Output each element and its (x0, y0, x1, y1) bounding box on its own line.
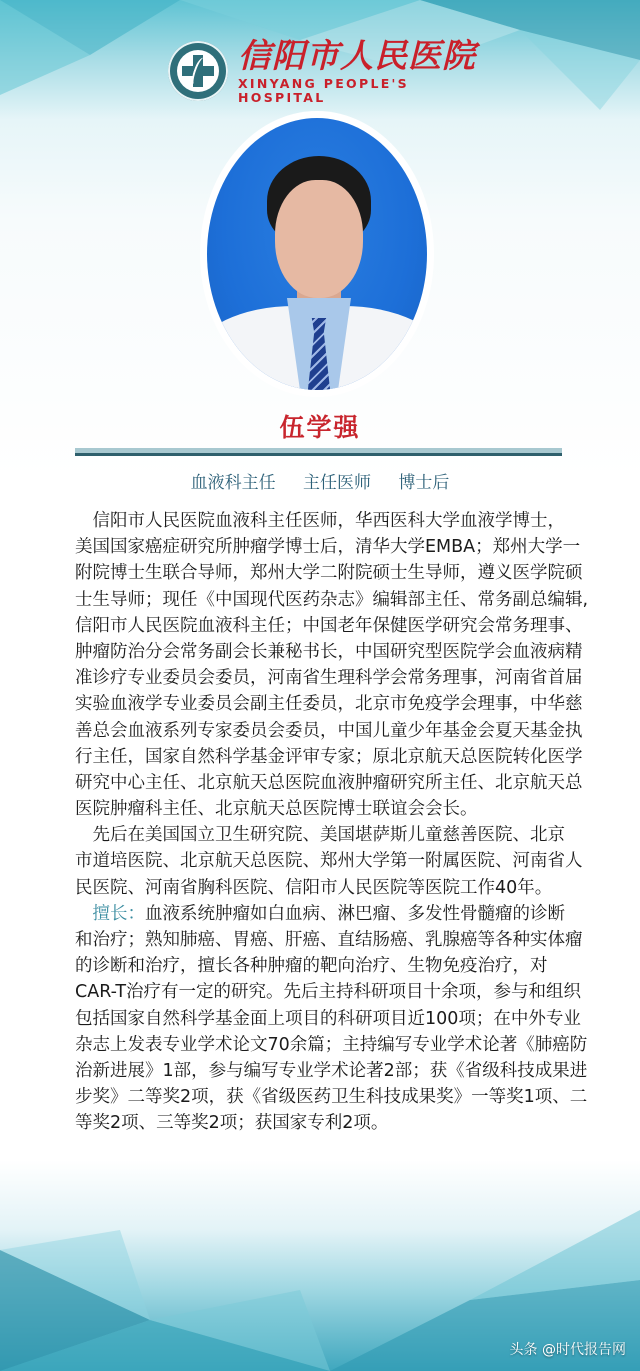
doctor-name: 伍学强 (279, 413, 361, 442)
hospital-name-cn: 信阳市人民医院 (238, 36, 476, 75)
text-line: 医院肿瘤科主任、北京航天总医院博士联谊会会长。 (75, 799, 478, 820)
doctor-titles (0, 468, 640, 493)
text-line: 和治疗；熟知肺癌、胃癌、肝癌、直结肠癌、乳腺癌等各种实体瘤 (75, 930, 583, 950)
text-line: 民医院、河南省胸科医院、信阳市人民医院等医院工作40年。 (75, 877, 553, 898)
text-line: CAR-T治疗有一定的研究。先后主持科研项目十余项，参与和组织 (75, 982, 582, 1003)
text-line: 市道培医院、北京航天总医院、郑州大学第一附属医院、河南省人 (75, 851, 583, 872)
text-line: 准诊疗专业委员会委员，河南省生理科学会常务理事，河南省首届 (75, 668, 583, 689)
title-department-head: 血液科主任 (190, 473, 276, 493)
text-line: 善总会血液系列专家委员会委员，中国儿童少年基金会夏天基金执 (75, 720, 583, 741)
divider (75, 448, 562, 456)
text-line: 信阳市人民医院血液科主任；中国老年保健医学研究会常务理事、 (75, 615, 583, 636)
text-line: 先后在美国国立卫生研究院、美国堪萨斯儿童慈善医院、北京 (75, 825, 565, 846)
text-line: 的诊断和治疗，擅长各种肿瘤的靶向治疗、生物免疫治疗，对 (75, 956, 548, 977)
doctor-portrait (207, 118, 427, 390)
text-line: 士生导师；现任《中国现代医药杂志》编辑部主任、常务副总编辑, (75, 589, 589, 610)
text-line: 等奖2项、三等奖2项；获国家专利2项。 (75, 1113, 389, 1134)
hospital-name-en: XINYANG PEOPLE'S HOSPITAL (238, 76, 409, 105)
text-line: 行主任，国家自然科学基金评审专家；原北京航天总医院转化医学 (75, 746, 583, 767)
biography (75, 508, 589, 1137)
text-line: 治新进展》1部，参与编写专业学术论著2部；获《省级科技成果进 (75, 1060, 588, 1081)
text-line: 美国国家癌症研究所肿瘤学博士后，清华大学EMBA；郑州大学一 (75, 537, 581, 558)
bio-paragraph-experience (75, 822, 583, 901)
hospital-header (168, 38, 478, 104)
text-line: 肿瘤防治分会常务副会长兼秘书长，中国研究型医院学会血液病精 (75, 641, 583, 662)
specialty-label: 擅长： (92, 903, 145, 924)
hospital-cross-emblem-icon (168, 41, 228, 101)
source-watermark: 头条 @时代报告网 (509, 1342, 626, 1358)
text-line: 附院博士生联合导师，郑州大学二附院硕士生导师，遵义医学院硕 (75, 563, 583, 584)
text-line: 杂志上发表专业学术论文70余篇；主持编写专业学术论著《肺癌防 (75, 1034, 588, 1055)
bio-paragraph-credentials (75, 508, 589, 822)
bio-paragraph-specialty (75, 901, 588, 1137)
hospital-title (238, 37, 478, 105)
text-line: 实验血液学专业委员会副主任委员，北京市免疫学会理事，中华慈 (75, 694, 583, 715)
text-line: 研究中心主任、北京航天总医院血液肿瘤研究所主任、北京航天总 (75, 772, 583, 793)
doctor-portrait-frame (203, 114, 431, 394)
text-line (75, 901, 575, 927)
title-chief-physician: 主任医师 (303, 473, 371, 493)
title-postdoc: 博士后 (398, 473, 450, 493)
text-line: 信阳市人民医院血液科主任医师，华西医科大学血液学博士， (75, 511, 565, 531)
text-line: 包括国家自然科学基金面上项目的科研项目近100项；在中外专业 (75, 1008, 581, 1029)
specialty-first-line: 血液系统肿瘤如白血病、淋巴瘤、多发性骨髓瘤的诊断 (145, 903, 565, 924)
text-line: 步奖》二等奖2项，获《省级医药卫生科技成果奖》一等奖1项、二 (75, 1087, 588, 1108)
